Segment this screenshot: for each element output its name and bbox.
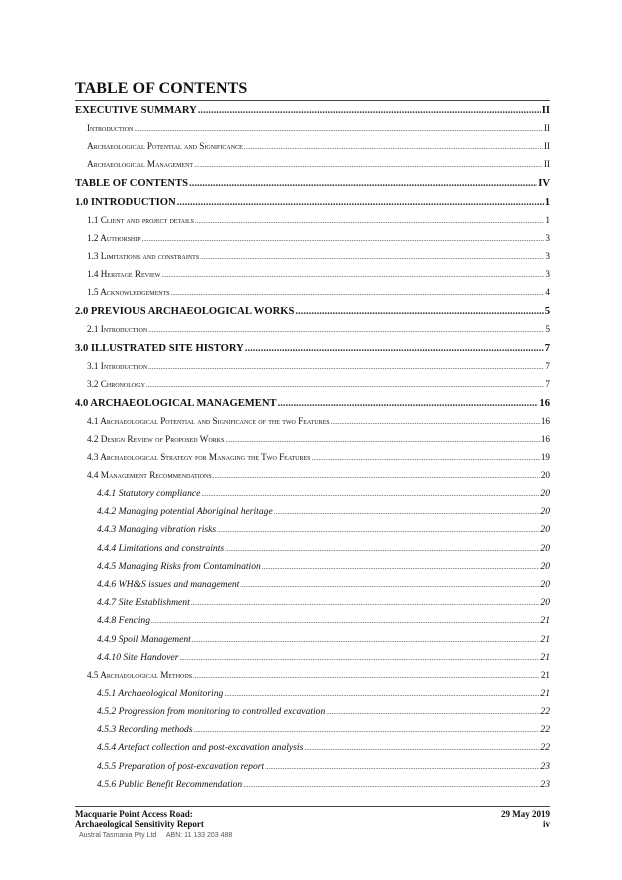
toc-entry-page: 1 [544, 197, 550, 208]
toc-entry-page: 21 [540, 651, 550, 663]
toc-entry[interactable] [75, 105, 550, 123]
toc-entry-label: 2.1 Introduction [87, 324, 148, 334]
toc-entry-label: 3.2 Chronology [87, 379, 145, 389]
toc-entry[interactable] [75, 652, 550, 670]
toc-entry[interactable] [75, 215, 550, 233]
toc-entry-page: 16 [540, 416, 550, 426]
toc-entry-page: 22 [540, 742, 550, 754]
toc-entry-label: Archaeological Management [87, 159, 194, 169]
toc-entry-page: 20 [540, 597, 550, 609]
toc-entry-page: II [541, 105, 550, 116]
toc-leader-dots [134, 125, 542, 133]
toc-leader-dots [331, 418, 540, 426]
toc-entry[interactable] [75, 524, 550, 542]
toc-leader-dots [312, 454, 540, 462]
title-divider [75, 100, 550, 101]
toc-entry-page: 19 [540, 452, 550, 462]
toc-entry[interactable] [75, 398, 550, 416]
toc-entry-page: 21 [540, 633, 550, 645]
toc-entry-label: 4.5.6 Public Benefit Recommendation [97, 778, 243, 790]
toc-leader-dots [195, 217, 544, 225]
footer-company-name: Austral Tasmania Pty Ltd [79, 832, 157, 839]
toc-leader-dots [198, 105, 541, 116]
toc-leader-dots [194, 161, 543, 169]
toc-leader-dots [171, 289, 545, 297]
toc-entry[interactable] [75, 688, 550, 706]
toc-leader-dots [274, 508, 540, 516]
toc-entry-page: 23 [540, 778, 550, 790]
footer-company [79, 832, 240, 839]
footer-page-number: iv [542, 819, 550, 829]
toc-entry-page: 20 [540, 524, 550, 536]
toc-entry-label: 4.4.4 Limitations and constraints [97, 542, 225, 554]
toc-entry-label: 1.0 INTRODUCTION [75, 197, 176, 208]
toc-entry-label: 4.3 Archaeological Strategy for Managing the Two Features [87, 452, 311, 462]
toc-entry-page: 5 [544, 306, 550, 317]
toc-leader-dots [193, 672, 540, 680]
toc-entry[interactable] [75, 506, 550, 524]
toc-entry-page: 5 [545, 324, 550, 334]
toc-entry-label: 4.4.7 Site Establishment [97, 597, 190, 609]
toc-leader-dots [191, 599, 540, 607]
toc-entry[interactable] [75, 197, 550, 215]
toc-entry-label: 4.4.5 Managing Risks from Contamination [97, 560, 261, 572]
toc-entry[interactable] [75, 233, 550, 251]
toc-leader-dots [217, 526, 539, 534]
toc-entry-page: 20 [540, 542, 550, 554]
toc-leader-dots [200, 253, 544, 261]
toc-leader-dots [177, 197, 544, 208]
toc-entry-label: 4.4.8 Fencing [97, 615, 151, 627]
footer-report-line2: Archaeological Sensitivity Report [75, 819, 204, 829]
toc-entry-page: 22 [540, 724, 550, 736]
toc-entry-label: 4.5.3 Recording methods [97, 724, 193, 736]
table-of-contents [75, 104, 550, 797]
toc-entry-page: 7 [545, 361, 550, 371]
toc-leader-dots [142, 235, 545, 243]
toc-entry[interactable] [75, 379, 550, 397]
toc-entry-page: 3 [545, 269, 550, 279]
toc-entry[interactable] [75, 452, 550, 470]
toc-leader-dots [243, 781, 539, 789]
toc-entry-label: 4.4.1 Statutory compliance [97, 488, 201, 499]
footer-date: 29 May 2019 [501, 809, 550, 819]
toc-entry-page: 21 [540, 669, 550, 680]
toc-entry[interactable] [75, 579, 550, 597]
toc-entry-label: 4.0 ARCHAEOLOGICAL MANAGEMENT [75, 398, 277, 409]
toc-entry[interactable] [75, 561, 550, 579]
toc-leader-dots [278, 398, 539, 409]
toc-entry-label: 4.4.2 Managing potential Aboriginal heritage [97, 506, 273, 518]
footer-date-page [501, 809, 550, 829]
toc-entry-label: 1.2 Authorship [87, 233, 141, 243]
toc-entry-label: 1.4 Heritage Review [87, 269, 161, 279]
toc-entry[interactable] [75, 615, 550, 633]
toc-entry[interactable] [75, 178, 550, 196]
toc-entry[interactable] [75, 287, 550, 305]
toc-entry-page: 4 [545, 287, 550, 297]
toc-entry-page: 22 [540, 706, 550, 718]
toc-entry-label: 4.5.5 Preparation of post-excavation report [97, 760, 265, 772]
toc-entry[interactable] [75, 724, 550, 742]
toc-entry[interactable] [75, 159, 550, 177]
toc-entry-page: 23 [540, 760, 550, 772]
toc-entry[interactable] [75, 706, 550, 724]
toc-entry[interactable] [75, 343, 550, 361]
toc-entry-label: 4.4.9 Spoil Management [97, 633, 191, 645]
toc-entry-label: 4.5.2 Progression from monitoring to controlled excavation [97, 706, 326, 718]
toc-leader-dots [245, 343, 544, 354]
toc-leader-dots [189, 178, 537, 189]
toc-entry-page: 20 [540, 560, 550, 572]
footer-divider [75, 806, 550, 807]
footer-abn: ABN: 11 133 203 488 [165, 832, 233, 839]
toc-leader-dots [244, 143, 543, 151]
toc-entry[interactable] [75, 470, 550, 488]
toc-entry-page: 16 [540, 434, 550, 444]
toc-entry[interactable] [75, 634, 550, 652]
toc-entry-page: 20 [540, 506, 550, 518]
toc-entry[interactable] [75, 123, 550, 141]
toc-entry-page: II [543, 123, 550, 133]
toc-entry-page: II [543, 159, 550, 169]
toc-entry[interactable] [75, 306, 550, 324]
toc-entry-label: 4.5 Archaeological Methods [87, 669, 193, 680]
toc-entry-label: 3.1 Introduction [87, 361, 148, 371]
toc-leader-dots [213, 472, 540, 480]
toc-leader-dots [151, 617, 539, 625]
toc-entry-label: Archaeological Potential and Significance [87, 141, 243, 151]
toc-entry-label: TABLE OF CONTENTS [75, 178, 189, 189]
toc-entry[interactable] [75, 779, 550, 797]
toc-entry-label: 1.3 Limitations and constraints [87, 251, 200, 261]
toc-entry[interactable] [75, 597, 550, 615]
footer-report-line1: Macquarie Point Access Road: [75, 809, 193, 819]
toc-leader-dots [225, 545, 539, 553]
toc-leader-dots [262, 563, 540, 571]
toc-entry-label: Introduction [87, 123, 134, 133]
toc-entry-page: 20 [540, 578, 550, 590]
toc-leader-dots [161, 271, 544, 279]
toc-entry-label: 4.5.4 Artefact collection and post-excavation analysis [97, 742, 304, 754]
toc-entry[interactable] [75, 324, 550, 342]
toc-entry[interactable] [75, 434, 550, 452]
toc-entry-page: 1 [545, 215, 550, 225]
toc-entry-label: 1.5 Acknowledgements [87, 287, 170, 297]
toc-leader-dots [148, 326, 544, 334]
toc-entry[interactable] [75, 670, 550, 688]
toc-entry-label: 1.1 Client and project details [87, 215, 194, 225]
toc-entry[interactable] [75, 543, 550, 561]
toc-leader-dots [180, 654, 540, 662]
toc-entry-page: 3 [545, 233, 550, 243]
toc-leader-dots [304, 744, 539, 752]
toc-entry-page: 16 [539, 398, 550, 409]
toc-entry-label: 4.1 Archaeological Potential and Significance of the two Features [87, 416, 330, 426]
toc-entry[interactable] [75, 141, 550, 159]
toc-entry-page: 7 [544, 343, 550, 354]
toc-entry-page: II [543, 141, 550, 151]
toc-leader-dots [148, 363, 544, 371]
toc-leader-dots [265, 763, 539, 771]
toc-entry-label: 4.5.1 Archaeological Monitoring [97, 687, 224, 699]
toc-entry[interactable] [75, 742, 550, 760]
toc-entry[interactable] [75, 251, 550, 269]
toc-leader-dots [295, 306, 543, 317]
toc-entry[interactable] [75, 416, 550, 434]
toc-entry[interactable] [75, 761, 550, 779]
toc-entry-label: 2.0 PREVIOUS ARCHAEOLOGICAL WORKS [75, 306, 295, 317]
toc-leader-dots [146, 381, 544, 389]
toc-entry-page: 20 [540, 470, 550, 480]
toc-entry-label: 4.4.6 WH&S issues and management [97, 578, 240, 590]
toc-entry-label: 4.2 Design Review of Proposed Works [87, 434, 225, 444]
toc-entry-page: 20 [540, 488, 550, 499]
footer-report-title [75, 809, 204, 829]
toc-leader-dots [192, 636, 540, 644]
toc-leader-dots [201, 490, 539, 498]
toc-entry-page: 7 [545, 379, 550, 389]
toc-entry-label: 3.0 ILLUSTRATED SITE HISTORY [75, 343, 244, 354]
toc-entry[interactable] [75, 488, 550, 506]
toc-entry-label: 4.4 Management Recommendations [87, 470, 212, 480]
toc-entry-page: IV [538, 178, 550, 189]
toc-entry-label: EXECUTIVE SUMMARY [75, 105, 197, 116]
toc-entry[interactable] [75, 269, 550, 287]
toc-entry-page: 21 [540, 615, 550, 627]
toc-leader-dots [240, 581, 539, 589]
toc-leader-dots [224, 690, 539, 698]
toc-entry-page: 3 [545, 251, 550, 261]
toc-leader-dots [225, 436, 539, 444]
toc-entry-page: 21 [540, 687, 550, 699]
page-title: TABLE OF CONTENTS [75, 80, 248, 97]
toc-entry-label: 4.4.3 Managing vibration risks [97, 524, 217, 536]
toc-leader-dots [194, 726, 540, 734]
toc-entry[interactable] [75, 361, 550, 379]
toc-leader-dots [326, 708, 539, 716]
toc-entry-label: 4.4.10 Site Handover [97, 651, 179, 663]
